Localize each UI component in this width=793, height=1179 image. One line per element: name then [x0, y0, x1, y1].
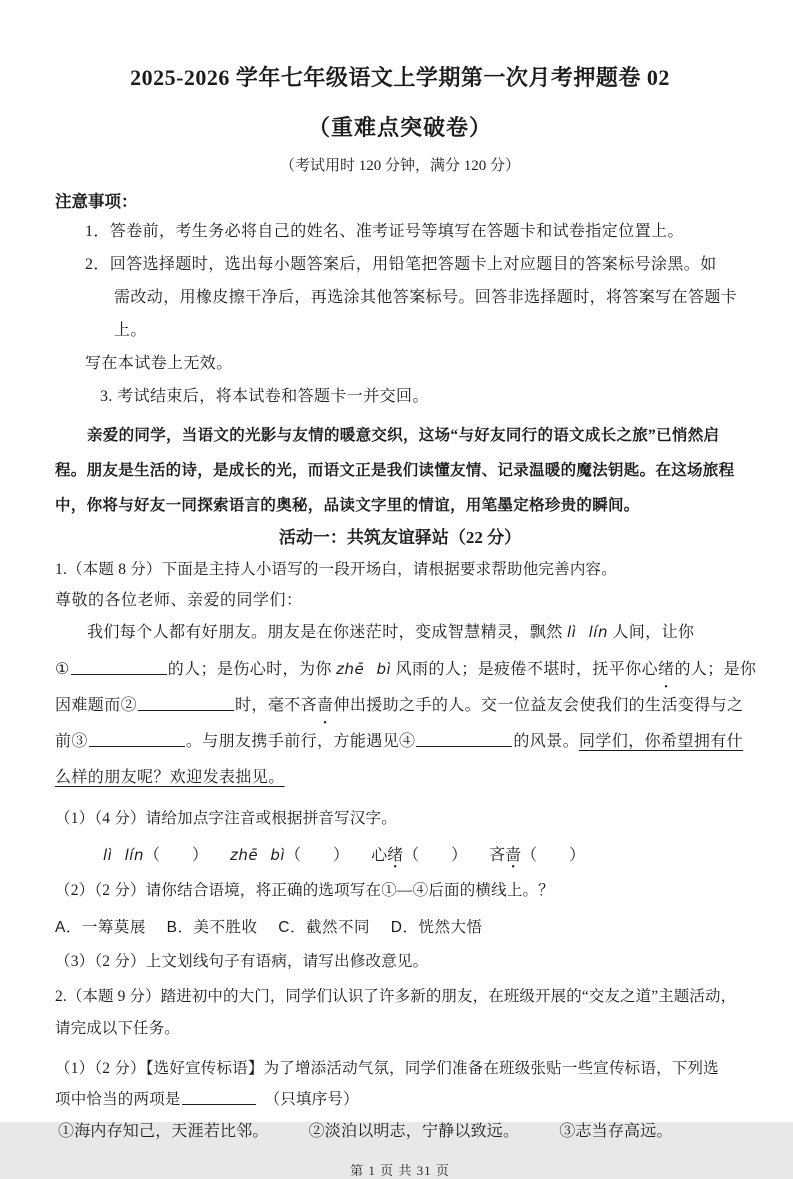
blank-line-4 [416, 746, 512, 747]
q2-sub1-line-1: （1）（2 分）【选好宣传标语】为了增添活动气氛，同学们准备在班级张贴一些宣传标语，下列选 [55, 1060, 719, 1077]
q2-sub1 [55, 1053, 745, 1115]
q1-sub3: （3）（2 分）上文划线句子有语病，请写出修改意见。 [55, 953, 429, 970]
pinyin-li-lin: lì lín [103, 846, 144, 864]
underlined-sentence-part2: 么样的朋友呢？欢迎发表拙见。 [55, 769, 285, 786]
page-subtitle: （重难点突破卷） [307, 115, 492, 140]
circled-1: ① [55, 661, 70, 678]
speech-text: 。与朋友携手前行，方能遇见 [185, 733, 400, 750]
page-number: 第 1 页 共 31 页 [350, 1163, 450, 1178]
notice-list [55, 215, 745, 413]
blank-line-1 [71, 674, 167, 675]
slogan-options-row [55, 1120, 745, 1144]
q1-sub2: （2）（2 分）请你结合语境，将正确的选项写在①—④后面的横线上。？ [55, 882, 554, 899]
speech-text: 的人；是伤心时，为你 [167, 661, 337, 678]
answer-parens: （ ） [143, 847, 208, 864]
notice-item-1: 1．答卷前，考生务必将自己的姓名、准考证号等填写在答题卡和试卷指定位置上。 [85, 223, 684, 240]
slogan-3: ③志当存高远。 [559, 1123, 673, 1140]
char-lin: 吝 [489, 847, 506, 864]
circled-2: ② [120, 697, 138, 714]
question1-stem: 1.（本题 8 分）下面是主持人小语写的一段开场白，请根据要求帮助他完善内容。 [55, 561, 617, 578]
q2-sub1-line-2 [55, 1084, 745, 1115]
q2-sub1-note: （只填序号） [272, 1091, 359, 1108]
notice-item-3: 3. 考试结束后，将本试卷和答题卡一并交回。 [100, 388, 429, 405]
answer-blank [182, 1104, 256, 1105]
notice-item-2-cont: 需改动，用橡皮擦干净后，再选涂其他答案标号。回答非选择题时，将答案写在答题卡上。 [114, 289, 738, 339]
char-xin: 心 [371, 847, 388, 864]
answer-parens: （ ） [521, 847, 586, 864]
question2-stem [55, 981, 745, 1045]
blank-line-3 [89, 746, 185, 747]
speech-text: 时，毫不吝 [235, 697, 318, 714]
q1-sub2-options: A．一筹莫展 B．美不胜收 C．截然不同 D．恍然大悟 [55, 919, 483, 936]
speech-text: 前 [55, 733, 72, 750]
answer-parens: （ ） [403, 847, 468, 864]
speech-line-2 [55, 651, 757, 688]
pinyin-group-1 [103, 847, 208, 864]
notice-item-2-end: 写在本试卷上无效。 [85, 355, 233, 372]
speech-paragraph [55, 614, 757, 796]
exam-info: （考试用时 120 分钟，满分 120 分） [279, 158, 520, 174]
circled-4: ④ [399, 733, 416, 750]
speech-text: 的风景。 [513, 733, 580, 750]
dotted-char-se: 啬 [317, 697, 334, 714]
slogan-2: ②淡泊以明志，宁静以致远。 [308, 1123, 520, 1140]
q2-sub1-text: 项中恰当的两项是 [55, 1091, 181, 1108]
q2-stem-line-2: 请完成以下任务。 [55, 1020, 180, 1037]
speech-line-3 [55, 688, 745, 724]
dotted-char-xu: 绪 [658, 661, 675, 678]
blank-line-2 [138, 710, 234, 711]
dotted-char-se: 啬 [505, 847, 522, 864]
pinyin-zhe-bi: zhē bì [229, 846, 286, 864]
speech-line-1 [55, 614, 745, 651]
q1-sub1: （1）（4 分）请给加点字注音或根据拼音写汉字。 [55, 810, 397, 827]
dotted-char-xu: 绪 [387, 847, 404, 864]
notice-heading: 注意事项： [55, 192, 138, 211]
speech-text: 人间，让你 [607, 624, 695, 641]
pinyin-group-2 [230, 847, 349, 864]
speech-line-4 [55, 724, 745, 760]
answer-parens: （ ） [285, 847, 350, 864]
intro-line-3: 中，你将与好友一同探索语言的奥秘，品读文字里的情谊，用笔墨定格珍贵的瞬间。 [55, 497, 640, 514]
circled-3: ③ [71, 733, 88, 750]
speech-text: 因难题而 [55, 697, 121, 714]
speech-salutation: 尊敬的各位老师、亲爱的同学们： [55, 592, 303, 609]
intro-paragraph [55, 418, 745, 523]
notice-item-2: 2．回答选择题时，选出每小题答案后，用铅笔把答题卡上对应题目的答案标号涂黑。如 [85, 256, 717, 273]
word-group-linse [489, 847, 585, 864]
q2-stem-line-1: 2.（本题 9 分）踏进初中的大门，同学们认识了许多新的朋友，在班级开展的“交友之道”主题活动， [55, 988, 737, 1005]
speech-text: 的人；是你 [674, 661, 757, 678]
speech-text: 伸出援助之手的人。交一位益友会使我们的生活变得与之 [333, 697, 744, 714]
speech-text: 风雨的人；是疲倦不堪时，抚平你心 [391, 661, 659, 678]
slogan-1: ①海内存知己，天涯若比邻。 [58, 1123, 269, 1140]
page-title: 2025-2026 学年七年级语文上学期第一次月考押题卷 02 [130, 65, 670, 90]
speech-line-5 [55, 760, 745, 796]
intro-line-1: 亲爱的同学，当语文的光影与友情的暖意交织，这场“与好友同行的语文成长之旅”已悄然启 [87, 427, 720, 444]
speech-text: 我们每个人都有好朋友。朋友是在你迷茫时，变成智慧精灵，飘然 [87, 624, 568, 641]
pinyin-answer-row [55, 843, 745, 868]
underlined-sentence-part1: 同学们，你希望拥有什 [579, 733, 744, 750]
word-group-xinxu [371, 847, 467, 864]
pinyin-li-lin: lì lín [567, 623, 608, 641]
activity1-heading: 活动一：共筑友谊驿站（22 分） [278, 528, 522, 547]
intro-line-2: 程。朋友是生活的诗，是成长的光，而语文正是我们读懂友情、记录温暖的魔法钥匙。在这场旅程 [55, 462, 735, 479]
pinyin-zhe-bi: zhē bì [336, 660, 392, 678]
